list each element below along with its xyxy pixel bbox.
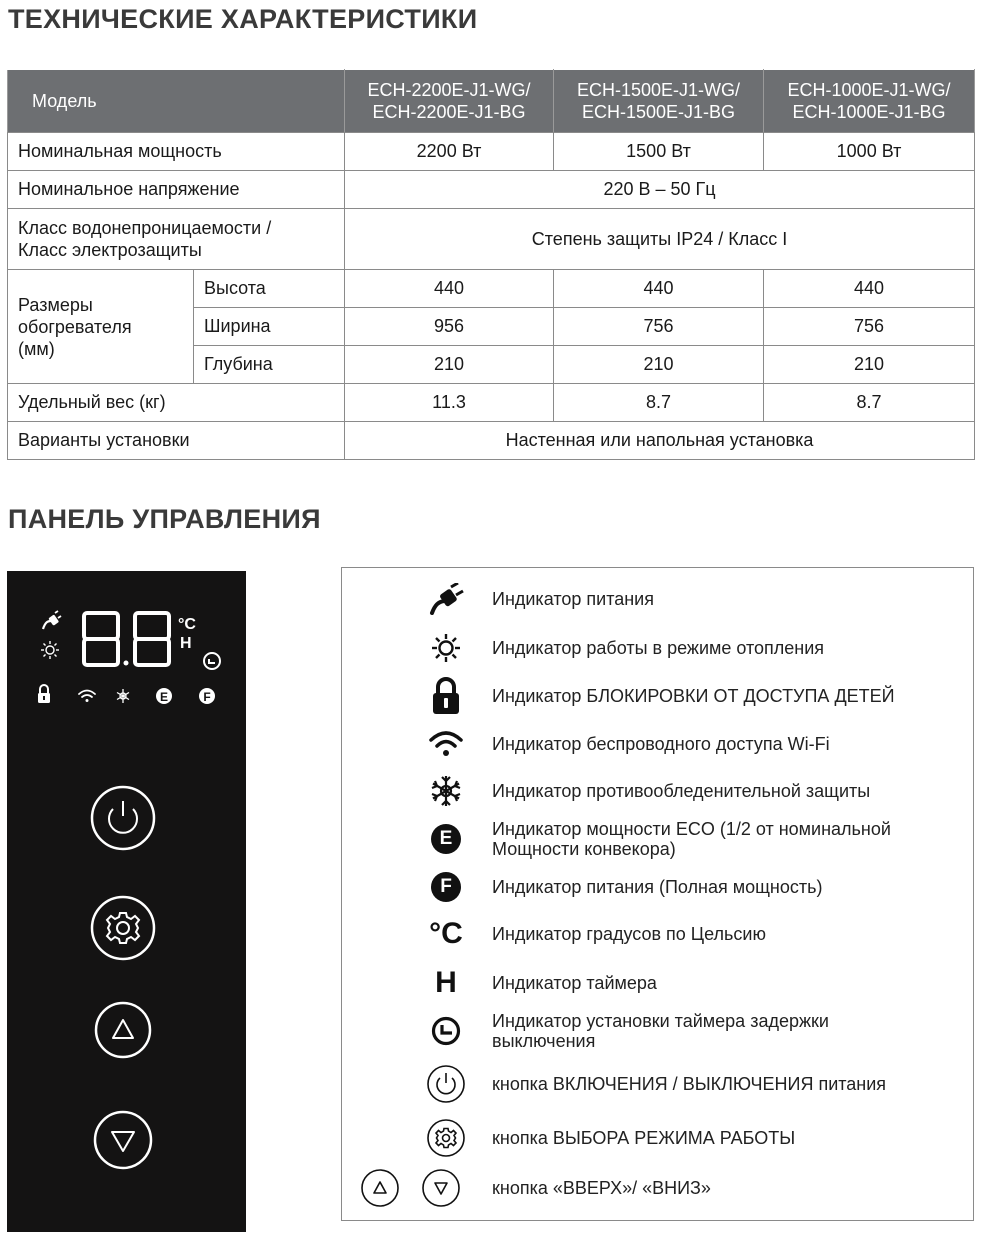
control-panel-graphic <box>7 571 246 1232</box>
legend-item <box>342 1118 973 1158</box>
gear-icon <box>426 1118 466 1158</box>
protection-value: Степень защиты IP24 / Класс I <box>345 209 975 270</box>
depth-value-1: 210 <box>345 346 554 384</box>
height-value-3: 440 <box>764 270 975 308</box>
protection-label <box>8 209 345 270</box>
power-button-icon <box>426 1064 466 1104</box>
celsius-indicator: °C <box>178 616 196 633</box>
legend-text <box>492 1011 829 1051</box>
install-value: Настенная или напольная установка <box>345 422 975 460</box>
gear-icon <box>107 913 139 943</box>
weight-label: Удельный вес (кг) <box>8 384 345 422</box>
dimensions-label-line1: Размеры <box>18 294 93 315</box>
height-value-2: 440 <box>554 270 764 308</box>
legend-text: Индикатор градусов по Цельсию <box>492 924 766 944</box>
full-power-icon <box>431 872 461 902</box>
plug-icon <box>43 611 61 629</box>
dimensions-label <box>8 270 194 384</box>
legend-text-line1: Индикатор мощности ECO (1/2 от номинальной <box>492 819 891 839</box>
dimensions-label-line2: обогревателя <box>18 316 132 337</box>
power-value-1: 2200 Вт <box>345 133 554 171</box>
down-icon <box>421 1168 461 1208</box>
legend-text: Индикатор таймера <box>492 973 657 993</box>
model-1-header <box>345 70 554 133</box>
legend-text <box>492 819 891 859</box>
protection-label-line2: Класс электрозащиты <box>18 240 202 260</box>
legend-text: Индикатор питания <box>492 589 654 609</box>
timer-indicator: H <box>180 635 192 652</box>
table-row <box>8 384 975 422</box>
width-value-1: 956 <box>345 308 554 346</box>
weight-value-2: 8.7 <box>554 384 764 422</box>
legend-item <box>342 584 973 614</box>
legend-text: кнопка ВЫБОРА РЕЖИМА РАБОТЫ <box>492 1128 796 1148</box>
legend-text: Индикатор беспроводного доступа Wi-Fi <box>492 734 830 754</box>
legend-text: Индикатор работы в режиме отопления <box>492 638 825 658</box>
legend-text: кнопка ВКЛЮЧЕНИЯ / ВЫКЛЮЧЕНИЯ питания <box>492 1074 887 1094</box>
weight-value-1: 11.3 <box>345 384 554 422</box>
protection-label-line1: Класс водонепроницаемости / <box>18 218 272 238</box>
legend-item <box>342 966 973 1000</box>
legend-item <box>342 676 973 716</box>
spec-table <box>7 69 975 460</box>
width-label: Ширина <box>194 308 345 346</box>
legend-text-line2: выключения <box>492 1031 596 1051</box>
table-row <box>8 133 975 171</box>
model-3-line1: ECH-1000E-J1-WG/ <box>787 80 951 100</box>
power-label: Номинальная мощность <box>8 133 345 171</box>
down-arrow-icon <box>112 1132 134 1151</box>
model-header: Модель <box>8 70 345 133</box>
snowflake-icon <box>117 689 129 703</box>
up-button[interactable] <box>96 1003 150 1057</box>
lock-icon <box>38 685 50 703</box>
timer-h-icon: H <box>435 966 457 999</box>
down-button[interactable] <box>95 1112 151 1168</box>
dimensions-label-line3: (мм) <box>18 338 55 359</box>
legend-text: кнопка «ВВЕРХ»/ «ВНИЗ» <box>492 1178 711 1198</box>
voltage-label: Номинальное напряжение <box>8 171 345 209</box>
eco-indicator: E <box>159 690 169 704</box>
legend-text: Индикатор противообледенительной защиты <box>492 781 871 801</box>
legend-item <box>342 1064 973 1104</box>
legend-text-line1: Индикатор установки таймера задержки <box>492 1011 829 1031</box>
digit-display <box>84 613 169 666</box>
model-3-line2: ECH-1000E-J1-BG <box>792 102 946 122</box>
table-row <box>8 270 975 308</box>
legend-item <box>342 1008 973 1054</box>
height-value-1: 440 <box>345 270 554 308</box>
power-value-3: 1000 Вт <box>764 133 975 171</box>
clock-icon <box>204 653 220 669</box>
celsius-icon: °C <box>429 917 463 950</box>
power-button[interactable] <box>92 787 154 849</box>
legend-box <box>341 567 974 1221</box>
width-value-2: 756 <box>554 308 764 346</box>
table-row <box>8 171 975 209</box>
legend-item <box>342 632 973 664</box>
table-header-row <box>8 70 975 133</box>
legend-item <box>342 1168 973 1208</box>
table-row <box>8 209 975 270</box>
voltage-value: 220 В – 50 Гц <box>345 171 975 209</box>
sun-icon <box>430 632 462 664</box>
height-label: Высота <box>194 270 345 308</box>
power-value-2: 1500 Вт <box>554 133 764 171</box>
legend-text: Индикатор БЛОКИРОВКИ ОТ ДОСТУПА ДЕТЕЙ <box>492 686 895 706</box>
legend-item <box>342 774 973 808</box>
legend-item <box>342 728 973 760</box>
control-panel <box>7 571 246 1232</box>
up-icon <box>360 1168 400 1208</box>
model-2-line2: ECH-1500E-J1-BG <box>581 102 736 122</box>
up-arrow-icon <box>113 1020 133 1038</box>
model-1-line2: ECH-2200E-J1-BG <box>372 102 526 122</box>
clock-icon <box>430 1015 462 1047</box>
depth-value-3: 210 <box>764 346 975 384</box>
snowflake-icon <box>430 774 462 808</box>
depth-value-2: 210 <box>554 346 764 384</box>
weight-value-3: 8.7 <box>764 384 975 422</box>
full-power-glyph: F <box>431 872 461 902</box>
model-2-line1: ECH-1500E-J1-WG/ <box>576 80 741 100</box>
install-label: Варианты установки <box>8 422 345 460</box>
legend-item <box>342 870 973 904</box>
legend-item <box>342 816 973 862</box>
table-row <box>8 422 975 460</box>
full-indicator: F <box>203 690 211 704</box>
legend-text-line2: Мощности конвекора) <box>492 839 676 859</box>
lock-icon <box>431 676 461 716</box>
eco-icon <box>431 824 461 854</box>
sun-icon <box>41 641 59 659</box>
model-2-header <box>554 70 764 133</box>
model-1-line1: ECH-2200E-J1-WG/ <box>367 80 531 100</box>
width-value-3: 756 <box>764 308 975 346</box>
model-3-header <box>764 70 975 133</box>
wifi-icon <box>79 691 95 703</box>
legend-item <box>342 916 973 952</box>
plug-icon <box>429 583 465 615</box>
panel-heading: ПАНЕЛЬ УПРАВЛЕНИЯ <box>8 504 321 534</box>
eco-glyph: E <box>431 824 461 854</box>
mode-gear-button[interactable] <box>92 897 154 959</box>
specs-heading: ТЕХНИЧЕСКИЕ ХАРАКТЕРИСТИКИ <box>8 4 478 34</box>
wifi-icon <box>428 730 464 758</box>
depth-label: Глубина <box>194 346 345 384</box>
legend-text: Индикатор питания (Полная мощность) <box>492 877 823 897</box>
